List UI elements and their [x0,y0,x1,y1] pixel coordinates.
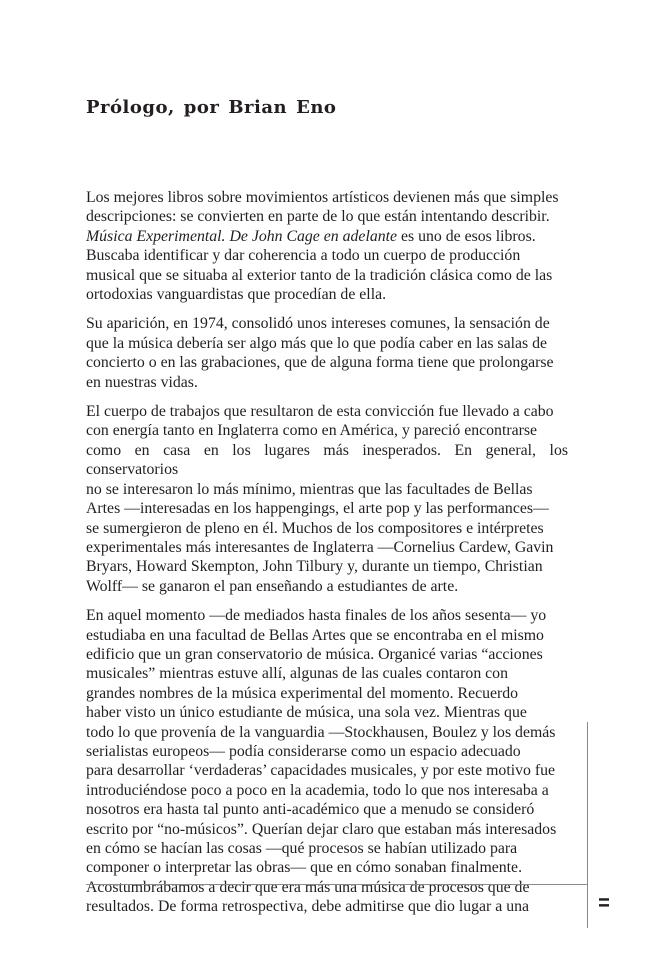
text-fragment: es uno de esos libros. [397,227,536,245]
title-word: Brian [228,97,288,118]
paragraph-3 [86,402,568,596]
text-line: que la música debería ser algo más que lo que podía caber en las salas de [86,334,548,352]
title-word: Prólogo, [86,97,175,118]
title-word: Eno [296,97,337,118]
text-line: escrito por “no-músicos”. Querían dejar claro que estaban más interesados [86,820,557,838]
chapter-title [86,97,345,118]
text-line: se sumergieron de pleno en él. Muchos de los compositores e intérpretes [86,519,544,537]
text-line: en nuestras vidas. [86,373,198,391]
book-title: Música Experimental. De John Cage en adelante [86,227,398,245]
paragraph-4 [86,606,568,917]
text-line: Artes —interesadas en los happengings, el arte pop y las performances— [86,500,549,518]
text-line: nosotros era hasta tal punto anti-académico que a menudo se consideró [86,801,535,819]
text-line: edificio que un gran conservatorio de música. Organicé varias “acciones [86,645,543,663]
text-line: resultados. De forma retrospectiva, debe admitirse que dio lugar a una [86,898,530,916]
text-line: El cuerpo de trabajos que resultaron de esta convicción fue llevado a cabo [86,403,554,421]
text-line: componer o interpretar las obras— que en cómo sonaban finalmente. [86,859,523,877]
text-line: con energía tanto en Inglaterra como en América, y pareció encontrarse [86,422,538,440]
body-text [86,188,568,927]
text-line: serialistas europeos— podía considerarse como un espacio adecuado [86,742,521,760]
text-line: experimentales más interesantes de Inglaterra —Cornelius Cardew, Gavin [86,538,554,556]
text-line: en cómo se hacían las cosas —qué procesos se habían utilizado para [86,840,518,857]
page-number: II [598,896,613,908]
text-line: como en casa en los lugares más inesperados. En general, los conservatorios [86,441,568,479]
footer-rule [86,884,587,885]
text-line: no se interesaron lo más mínimo, mientras que las facultades de Bellas [86,480,533,498]
text-line: Su aparición, en 1974, consolidó unos intereses comunes, la sensación de [86,315,550,333]
text-line: musical que se situaba al exterior tanto de la tradición clásica como de las [86,266,553,284]
text-line: Buscaba identificar y dar coherencia a todo un cuerpo de producción [86,247,521,265]
text-line [86,227,568,246]
text-line: musicales” mientras estuve allí, algunas de las cuales contaron con [86,665,508,683]
text-line: concierto o en las grabaciones, que de alguna forma tiene que prolongarse [86,354,554,372]
text-line: descripciones: se convierten en parte de lo que están intentando describir. [86,208,550,226]
text-line: En aquel momento —de mediados hasta finales de los años sesenta— yo [86,607,547,625]
text-line: Bryars, Howard Skempton, John Tilbury y, durante un tiempo, Christian [86,558,543,576]
text-line: Acostumbrábamos a decir que era más una música de procesos que de [86,878,530,896]
paragraph-1 [86,188,568,304]
paragraph-2 [86,314,568,392]
text-line: estudiaba en una facultad de Bellas Artes que se encontraba en el mismo [86,626,544,644]
text-line: ortodoxias vanguardistas que procedían de ella. [86,286,387,304]
text-line: para desarrollar ‘verdaderas’ capacidades musicales, y por este motivo fue [86,762,556,780]
text-line: haber visto un único estudiante de música, una sola vez. Mientras que [86,704,527,722]
text-line: grandes nombres de la música experimental del momento. Recuerdo [86,684,519,702]
text-line: Wolff— se ganaron el pan enseñando a estudiantes de arte. [86,577,459,595]
title-word: por [183,97,220,118]
text-line: Los mejores libros sobre movimientos artísticos devienen más que simples [86,189,559,206]
text-line: todo lo que provenía de la vanguardia —Stockhausen, Boulez y los demás [86,723,556,741]
margin-rule [587,722,588,928]
text-line: introduciéndose poco a poco en la academia, todo lo que nos interesaba a [86,781,549,799]
